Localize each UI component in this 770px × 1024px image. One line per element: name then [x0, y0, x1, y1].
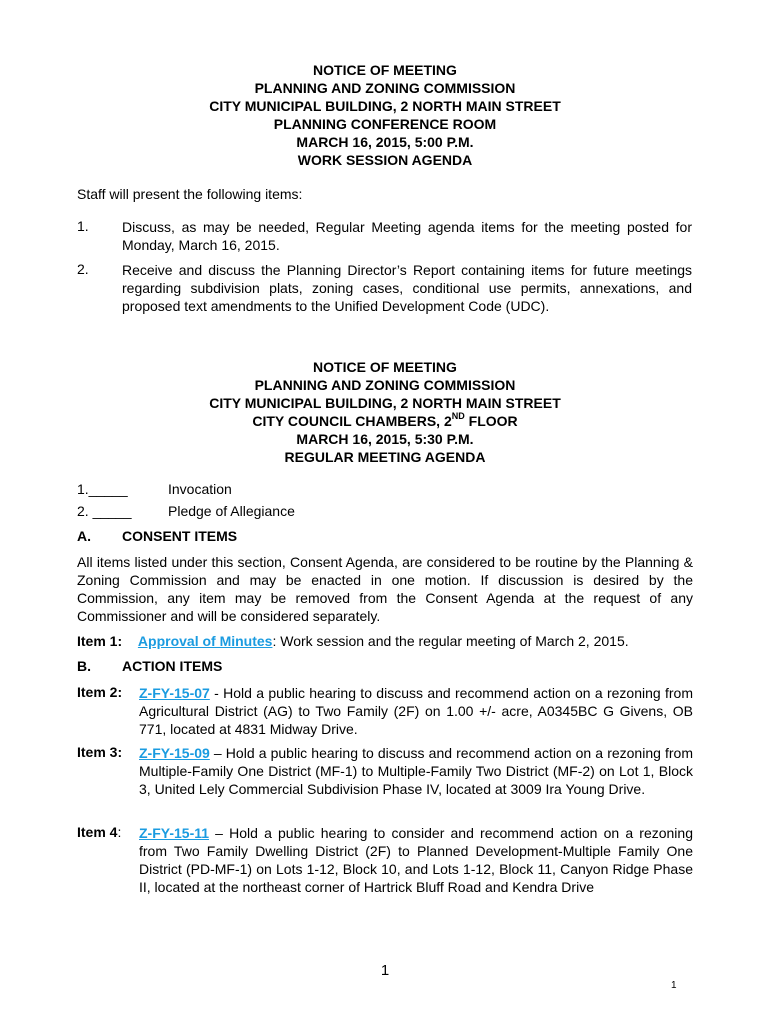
opening-number: 2. _____ [77, 503, 132, 519]
opening-label: Invocation [168, 481, 232, 497]
item-4-body [139, 824, 693, 896]
item-number: 2. [77, 261, 89, 277]
heading-line: PLANNING AND ZONING COMMISSION [254, 80, 516, 96]
heading-line: MARCH 16, 2015, 5:00 P.M. [296, 134, 474, 150]
heading-line: PLANNING AND ZONING COMMISSION [254, 377, 516, 393]
regular-meeting-heading [0, 358, 770, 466]
item-1 [77, 632, 629, 650]
page-number: 1 [380, 962, 390, 979]
item-label: Item 3: [77, 744, 123, 760]
section-letter: B. [77, 658, 91, 674]
work-session-intro: Staff will present the following items: [77, 186, 303, 202]
heading-line: CITY MUNICIPAL BUILDING, 2 NORTH MAIN STREET [209, 98, 561, 114]
opening-label: Pledge of Allegiance [168, 503, 295, 519]
heading-line: CITY MUNICIPAL BUILDING, 2 NORTH MAIN STREET [209, 395, 561, 411]
section-title: ACTION ITEMS [122, 658, 223, 674]
heading-line: PLANNING CONFERENCE ROOM [273, 116, 497, 132]
section-title: CONSENT ITEMS [122, 528, 238, 544]
work-session-heading [0, 61, 770, 169]
section-letter: A. [77, 528, 91, 544]
work-session-item-text: Receive and discuss the Planning Director’s Report containing items for future meetings regarding subdivision plats, zoning cases, conditional use permits, annexations, and proposed text amendments to the Unified Development Code (UDC). [122, 262, 692, 314]
item-text: : Work session and the regular meeting of March 2, 2015. [272, 633, 629, 649]
heading-line: NOTICE OF MEETING [313, 359, 457, 375]
consent-paragraph: All items listed under this section, Consent Agenda, are considered to be routine by the Planning & Zoning Commission and may be enacted in one motion. If discussion is desired by the Commission, any item may be removed from the Consent Agenda at the request of any Commissioner and will be considered separately. [77, 554, 693, 624]
item-3-body [139, 744, 693, 798]
work-session-item-text: Discuss, as may be needed, Regular Meeting agenda items for the meeting posted for Monday, March 16, 2015. [122, 219, 692, 253]
heading-line: REGULAR MEETING AGENDA [284, 449, 486, 465]
item-label: Item 2: [77, 684, 123, 700]
item-label: Item 4: [77, 824, 122, 840]
heading-line: MARCH 16, 2015, 5:30 P.M. [296, 431, 474, 447]
item-number: 1. [77, 218, 89, 234]
case-link[interactable]: Z-FY-15-07 [139, 685, 210, 701]
item-text: - Hold a public hearing to discuss and recommend action on a rezoning from Agricultural District (AG) to Two Family (2F) on 1.00 +/- acre, A0345BC G Givens, OB 771, located at 4831 Midway Drive. [139, 685, 693, 737]
heading-line: WORK SESSION AGENDA [297, 152, 473, 168]
item-2-body [139, 684, 693, 738]
item-text: – Hold a public hearing to consider and recommend action on a rezoning from Two Family Dwelling District (2F) to Planned Development-Multiple Family One District (PD-MF-1) on Lots 1-12, Block 10, and Lots 1-12, Block 11, Canyon Ridge Phase II, located at the northeast corner of Hartrick Bluff Road and Kendra Drive [139, 825, 693, 895]
heading-line: NOTICE OF MEETING [313, 62, 457, 78]
opening-number: 1._____ [77, 481, 128, 497]
small-page-number: 1 [671, 980, 677, 991]
heading-line: CITY COUNCIL CHAMBERS, 2ND FLOOR [252, 411, 518, 429]
case-link[interactable]: Z-FY-15-09 [139, 745, 210, 761]
item-label: Item 1: [77, 633, 123, 649]
item-text: – Hold a public hearing to discuss and recommend action on a rezoning from Multiple-Family One District (MF-1) to Multiple-Family Two District (MF-2) on Lot 1, Block 3, United Lely Commercial Subdivision Phase IV, located at 3009 Ira Young Drive. [139, 745, 693, 797]
approval-of-minutes-link[interactable]: Approval of Minutes [137, 633, 273, 649]
case-link[interactable]: Z-FY-15-11 [139, 825, 210, 841]
